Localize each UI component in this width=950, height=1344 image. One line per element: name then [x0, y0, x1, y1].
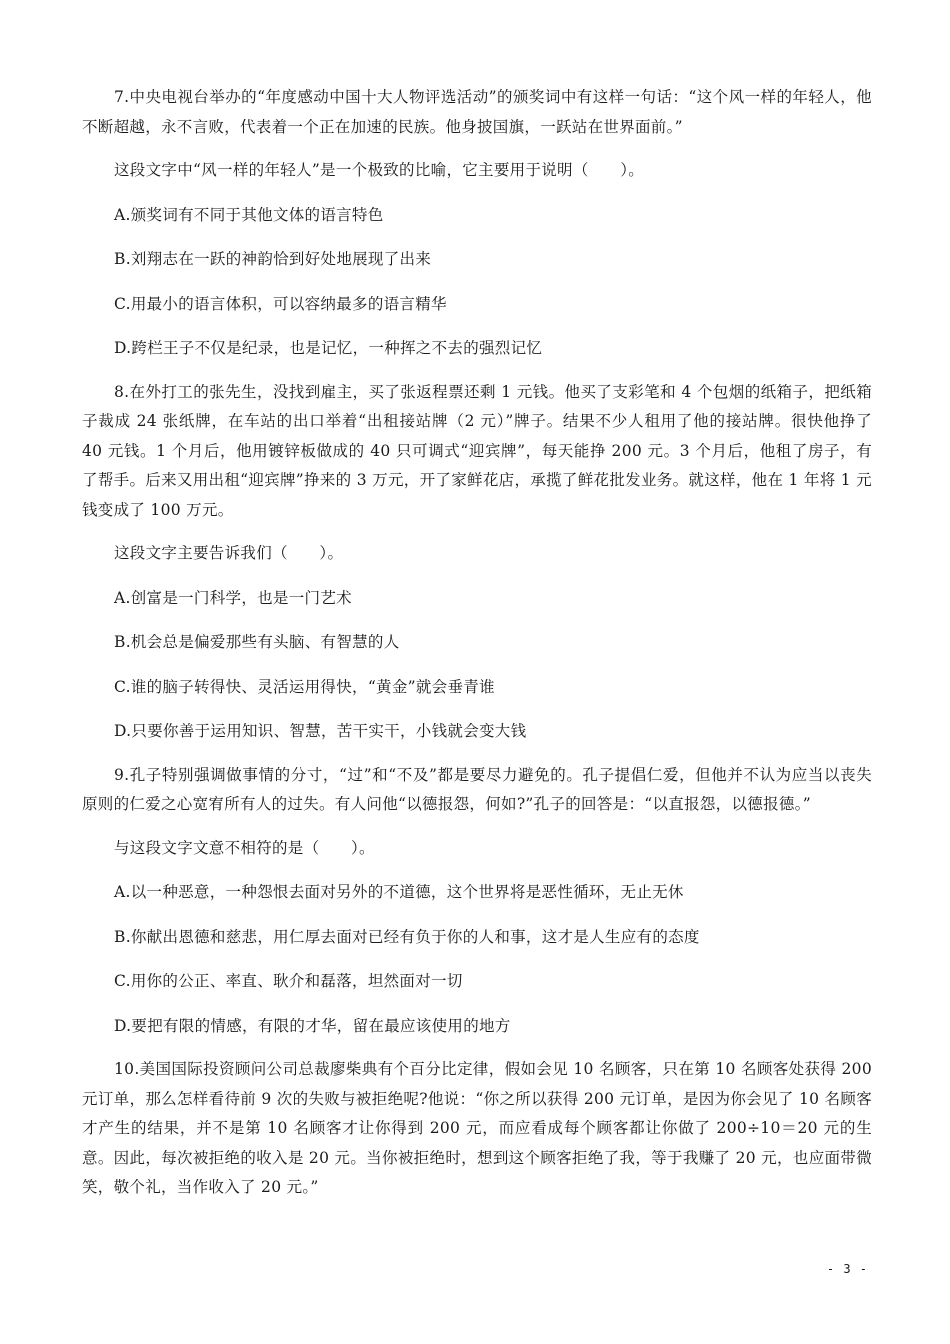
question-8-option-a: A.创富是一门科学，也是一门艺术 — [114, 588, 352, 607]
question-7-stem: 这段文字中“风一样的年轻人”是一个极致的比喻，它主要用于说明（ ）。 — [114, 161, 645, 179]
question-8 — [82, 378, 872, 747]
question-9-option-c: C.用你的公正、率直、耿介和磊落，坦然面对一切 — [114, 972, 463, 990]
page-number: - 3 - — [826, 1262, 868, 1276]
question-10-passage: 10.美国国际投资顾问公司总裁廖柴典有个百分比定律，假如会见 10 名顾客，只在第 10 名顾客处获得 200 元订单，那么怎样看待前 9 次的失败与被拒绝呢?他说：“你之所以获得 200 元订单，是因为你会见了 10 名顾客才产生的结果，并不是第 10 名顾客才让你得到 200 元，而应看成每个顾客都让你做了 200÷10＝20 元的生意。因此，每次被拒绝的收入是 20 元。当你被拒绝时，想到这个顾客拒绝了我，等于我赚了 20 元，也应面带微笑，敬个礼，当作收入了 20 元。” — [82, 1060, 872, 1196]
question-8-stem: 这段文字主要告诉我们（ ）。 — [114, 544, 344, 562]
question-7 — [82, 83, 872, 364]
question-7-option-a: A.颁奖词有不同于其他文体的语言特色 — [114, 205, 384, 224]
question-9-option-d: D.要把有限的情感，有限的才华，留在最应该使用的地方 — [114, 1016, 511, 1035]
question-9-option-b: B.你献出恩德和慈悲，用仁厚去面对已经有负于你的人和事，这才是人生应有的态度 — [114, 927, 700, 946]
question-9-stem: 与这段文字文意不相符的是（ ）。 — [114, 838, 375, 857]
question-9-passage: 9.孔子特别强调做事情的分寸，“过”和“不及”都是要尽力避免的。孔子提倡仁爱，但他并不认为应当以丧失原则的仁爱之心宽宥所有人的过失。有人问他“以德报怨，何如?”孔子的回答是：“以直报怨，以德报德。” — [82, 765, 872, 813]
question-8-passage: 8.在外打工的张先生，没找到雇主，买了张返程票还剩 1 元钱。他买了支彩笔和 4 个包烟的纸箱子，把纸箱子裁成 24 张纸牌，在车站的出口举着“出租接站牌（2 元）”牌子。结果不少人租用了他的接站牌。很快他挣了 40 元钱。1 个月后，他用镀锌板做成的 40 只可调式“迎宾牌”，每天能挣 200 元。3 个月后，他租了房子，有了帮手。后来又用出租“迎宾牌”挣来的 3 万元，开了家鲜花店，承揽了鲜花批发业务。就这样，他在 1 年将 1 元钱变成了 100 万元。 — [82, 382, 872, 519]
question-10 — [82, 1055, 872, 1203]
question-8-option-b: B.机会总是偏爱那些有头脑、有智慧的人 — [114, 633, 400, 651]
question-8-option-c: C.谁的脑子转得快、灵活运用得快，“黄金”就会垂青谁 — [114, 677, 495, 696]
question-8-option-d: D.只要你善于运用知识、智慧，苦干实干，小钱就会变大钱 — [114, 722, 527, 740]
question-9-option-a: A.以一种恶意，一种怨恨去面对另外的不道德，这个世界将是恶性循环，无止无休 — [114, 883, 684, 901]
document-content — [82, 83, 872, 1203]
question-7-passage: 7.中央电视台举办的“年度感动中国十大人物评选活动”的颁奖词中有这样一句话：“这个风一样的年轻人，他不断超越，永不言败，代表着一个正在加速的民族。他身披国旗，一跃站在世界面前。” — [82, 88, 872, 136]
question-7-option-c: C.用最小的语言体积，可以容纳最多的语言精华 — [114, 294, 447, 313]
question-9 — [82, 761, 872, 1042]
question-7-option-d: D.跨栏王子不仅是纪录，也是记忆，一种挥之不去的强烈记忆 — [114, 339, 543, 357]
question-7-option-b: B.刘翔志在一跃的神韵恰到好处地展现了出来 — [114, 250, 432, 268]
